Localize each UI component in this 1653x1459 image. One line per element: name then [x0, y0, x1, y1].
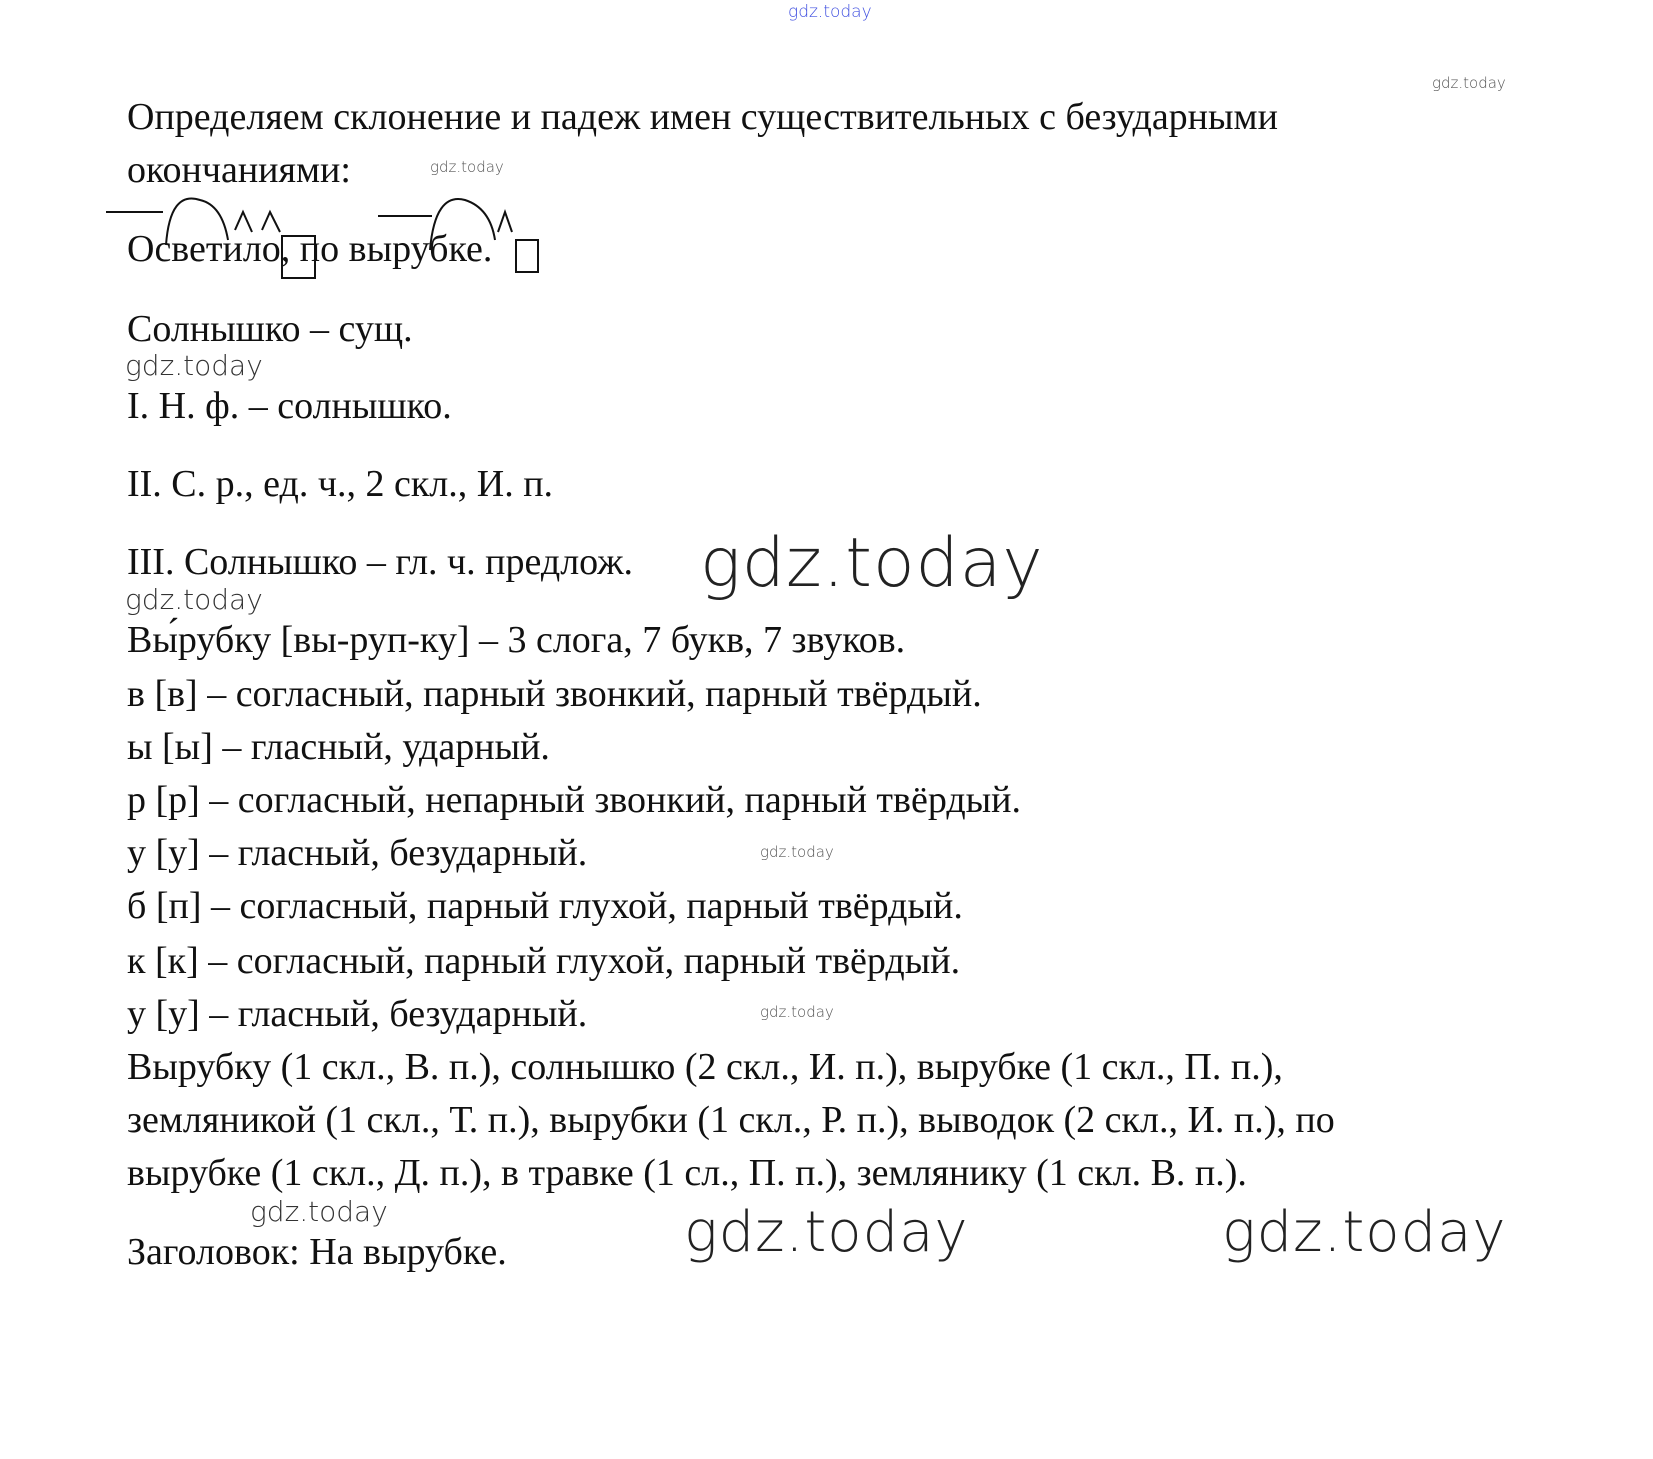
watermark: gdz.today	[760, 1003, 834, 1021]
text-line: вырубке (1 скл., Д. п.), в травке (1 сл., П. п.), землянику (1 скл. В. п.).	[127, 1152, 1247, 1194]
text-line: Солнышко – сущ.	[127, 308, 413, 350]
watermark: gdz.today	[430, 158, 504, 176]
text-line: Вырубку (1 скл., В. п.), солнышко (2 скл., И. п.), вырубке (1 скл., П. п.),	[127, 1046, 1283, 1088]
heading-line-2: окончаниями:	[127, 149, 351, 191]
text-line: б [п] – согласный, парный глухой, парный твёрдый.	[127, 885, 963, 927]
watermark: gdz.today	[1222, 1200, 1507, 1265]
watermark: gdz.today	[760, 843, 834, 861]
text-line: ы [ы] – гласный, ударный.	[127, 726, 550, 768]
text-line: к [к] – согласный, парный глухой, парный твёрдый.	[127, 940, 961, 982]
watermark: gdz.today	[125, 349, 263, 382]
watermark: gdz.today	[250, 1195, 388, 1228]
text-line: р [р] – согласный, непарный звонкий, парный твёрдый.	[127, 779, 1022, 821]
heading-line-1: Определяем склонение и падеж имен существительных с безударными	[127, 96, 1278, 138]
text-line: III. Солнышко – гл. ч. предлож.	[127, 541, 633, 583]
watermark: gdz.today	[684, 1200, 969, 1265]
text-line: у [у] – гласный, безударный.	[127, 993, 588, 1035]
text-line: земляникой (1 скл., Т. п.), вырубки (1 скл., Р. п.), выводок (2 скл., И. п.), по	[127, 1099, 1335, 1141]
watermark-top: gdz.today	[788, 2, 872, 22]
watermark: gdz.today	[700, 524, 1044, 603]
text-line: Заголовок: На вырубке.	[127, 1231, 507, 1273]
marked-words: Осветило, по вырубке.	[127, 228, 493, 270]
text-line: II. С. р., ед. ч., 2 скл., И. п.	[127, 463, 554, 505]
watermark: gdz.today	[125, 583, 263, 616]
text-line: в [в] – согласный, парный звонкий, парный твёрдый.	[127, 673, 982, 715]
text-line: у [у] – гласный, безударный.	[127, 832, 588, 874]
text-line: Вы́рубку [вы-руп-ку] – 3 слога, 7 букв, 7 звуков.	[127, 619, 906, 661]
text-line: I. Н. ф. – солнышко.	[127, 385, 452, 427]
watermark: gdz.today	[1432, 74, 1506, 92]
